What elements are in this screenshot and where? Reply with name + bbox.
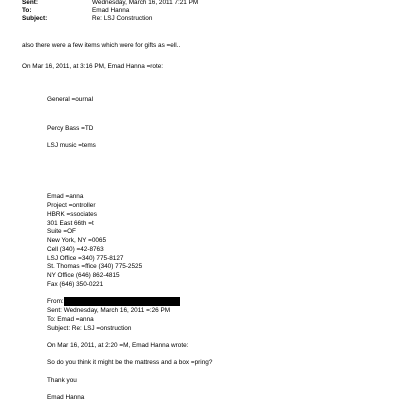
fwd-sent: Sent: Wednesday, March 16, 2011 =:26 PM — [47, 307, 171, 314]
subject-label: Subject: — [22, 15, 48, 22]
closing-name: Emad Hanna — [47, 394, 85, 401]
fwd-from-label: From: — [47, 298, 64, 305]
to-label: To: — [22, 7, 32, 14]
question-line: So do you think it might be the mattress and a box =pring? — [47, 359, 213, 366]
to-value: Emad Hanna — [92, 7, 130, 14]
signature-line: LSJ Office =340) 775-8127 — [47, 255, 124, 262]
item-lsj-music: LSJ music =tems — [47, 142, 96, 149]
redaction-bar — [64, 297, 180, 306]
item-general-journal: General =ournal — [47, 96, 94, 103]
signature-line: Project =ontroller — [47, 202, 96, 209]
signature-line: 301 East 66th =t — [47, 220, 94, 227]
fwd-to: To: Emad =anna — [47, 316, 94, 323]
subject-value: Re: LSJ Construction — [92, 15, 153, 22]
signature-line: Suite =OF — [47, 228, 76, 235]
signature-line: St. Thomas =ffice (340) 775-2525 — [47, 263, 143, 270]
quote-header-1: On Mar 16, 2011, at 3:16 PM, Emad Hanna =rote: — [22, 63, 164, 70]
body-line-1: also there were a few items which were for gifts as =ell.. — [22, 42, 181, 49]
signature-line: Fax (646) 350-0221 — [47, 281, 104, 288]
sent-label: Sent: — [22, 0, 38, 6]
item-percy-bass: Percy Bass =TD — [47, 125, 94, 132]
signature-line: NY Office (646) 862-4815 — [47, 272, 120, 279]
signature-line: New York, NY =0065 — [47, 237, 107, 244]
signature-line: HBRK =ssociates — [47, 211, 97, 218]
fwd-subject: Subject: Re: LSJ =onstruction — [47, 325, 132, 332]
thanks-line: Thank you — [47, 377, 77, 384]
quote-header-2: On Mar 16, 2011, at 2:20 =M, Emad Hanna wrote: — [47, 342, 189, 349]
signature-line: Cell (340) =42-8763 — [47, 246, 104, 253]
signature-line: Emad =anna — [47, 193, 84, 200]
sent-value: Wednesday, March 16, 2011 7:21 PM — [92, 0, 199, 6]
